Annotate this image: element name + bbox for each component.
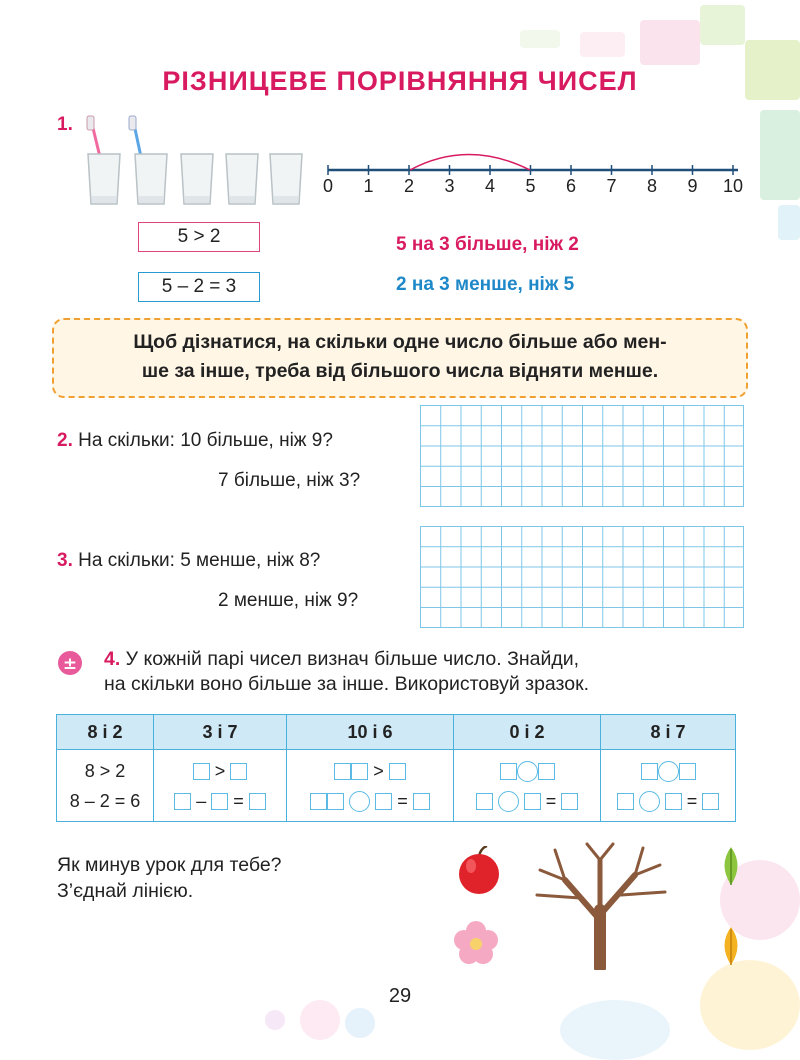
sample-cell <box>57 750 154 822</box>
answer-box[interactable] <box>476 793 493 810</box>
number-line-label: 7 <box>606 176 617 196</box>
answer-box[interactable] <box>193 763 210 780</box>
task2-question2: 7 більше, ніж 3? <box>218 470 361 491</box>
reflection-text <box>57 852 282 904</box>
task2-line1 <box>57 430 333 452</box>
more-statement: 5 на 3 більше, ніж 2 <box>396 234 579 255</box>
task2-number: 2. <box>57 430 73 451</box>
task4-table <box>56 714 736 822</box>
answer-box[interactable] <box>641 763 658 780</box>
answer-box[interactable] <box>327 793 344 810</box>
decor-square <box>700 5 745 45</box>
eq-sign: = <box>545 790 557 811</box>
eq-sign: = <box>397 790 408 811</box>
answer-circle[interactable] <box>349 791 370 812</box>
number-line-label: 8 <box>646 176 657 196</box>
task3-question1: На скільки: 5 менше, ніж 8? <box>72 550 321 571</box>
decor-square <box>778 205 800 240</box>
page-number: 29 <box>388 985 412 1007</box>
plus-minus-icon <box>57 650 83 676</box>
answer-circle[interactable] <box>498 791 519 812</box>
answer-circle[interactable] <box>517 761 538 782</box>
task1-number: 1. <box>57 114 73 135</box>
minus-sign: – <box>196 790 207 811</box>
table-header: 10 і 6 <box>287 715 454 750</box>
subtract-box: 5 – 2 = 3 <box>138 272 260 302</box>
answer-box[interactable] <box>538 763 555 780</box>
gt-sign: > <box>214 760 226 781</box>
gt-sign: > <box>373 760 384 781</box>
table-header: 8 і 7 <box>601 715 736 750</box>
decor-square <box>580 32 625 57</box>
answer-box[interactable] <box>561 793 578 810</box>
answer-cell <box>601 750 736 822</box>
answer-circle[interactable] <box>658 761 679 782</box>
eq-sign: = <box>686 790 698 811</box>
answer-box[interactable] <box>500 763 517 780</box>
decor-square <box>520 30 560 48</box>
task4-line1: У кожній парі чисел визнач більше число. Знайди, <box>120 648 580 670</box>
answer-cell <box>454 750 601 822</box>
answer-cell <box>154 750 287 822</box>
number-line-label: 6 <box>565 176 576 196</box>
number-line-label: 0 <box>322 176 333 196</box>
task2-question1: На скільки: 10 більше, ніж 9? <box>72 430 333 451</box>
answer-box[interactable] <box>389 763 406 780</box>
apple-icon[interactable] <box>455 846 503 896</box>
answer-box[interactable] <box>413 793 430 810</box>
rule-line1: Щоб дізнатися, на скільки одне число більше або мен- <box>133 331 667 353</box>
answer-box[interactable] <box>702 793 719 810</box>
answer-circle[interactable] <box>639 791 660 812</box>
decor-circle <box>265 1010 285 1030</box>
number-line-label: 1 <box>363 176 374 196</box>
answer-box[interactable] <box>351 763 368 780</box>
reflection-line2: З’єднай лінією. <box>57 880 194 902</box>
page-title: РІЗНИЦЕВЕ ПОРІВНЯННЯ ЧИСЕЛ <box>162 66 638 96</box>
answer-box[interactable] <box>334 763 351 780</box>
sample-compare: 8 > 2 <box>84 760 126 781</box>
table-header: 8 і 2 <box>57 715 154 750</box>
table-header: 3 і 7 <box>154 715 287 750</box>
number-line-label: 5 <box>525 176 536 196</box>
svg-text:±: ± <box>62 654 78 674</box>
task4-text <box>104 647 589 697</box>
rule-line2: ше за інше, треба від більшого числа відняти менше. <box>141 360 659 382</box>
answer-box[interactable] <box>375 793 392 810</box>
answer-box[interactable] <box>211 793 228 810</box>
less-statement: 2 на 3 менше, ніж 5 <box>396 274 575 295</box>
answer-box[interactable] <box>524 793 541 810</box>
task4-number: 4. <box>104 648 121 670</box>
task4-line2: на скільки воно більше за інше. Використовуй зразок. <box>104 673 590 695</box>
answer-box[interactable] <box>174 793 191 810</box>
answer-cell <box>287 750 454 822</box>
decor-square <box>760 110 800 200</box>
answer-box[interactable] <box>249 793 266 810</box>
task3-number: 3. <box>57 550 73 571</box>
answer-box[interactable] <box>679 763 696 780</box>
number-line-label: 9 <box>687 176 698 196</box>
sample-subtract: 8 – 2 = 6 <box>69 790 141 811</box>
task3-line1 <box>57 550 320 572</box>
answer-box[interactable] <box>665 793 682 810</box>
number-line-arc <box>410 155 530 171</box>
answer-box[interactable] <box>230 763 247 780</box>
table-header: 0 і 2 <box>454 715 601 750</box>
eq-sign: = <box>233 790 244 811</box>
flower-icon[interactable] <box>453 920 499 966</box>
number-line-label: 2 <box>403 176 414 196</box>
rule-box <box>52 318 748 398</box>
decor-circle <box>345 1008 375 1038</box>
task3-question2: 2 менше, ніж 9? <box>218 590 359 611</box>
answer-grid-task3[interactable] <box>420 526 744 628</box>
answer-grid-task2[interactable] <box>420 405 744 507</box>
tree-icon[interactable] <box>525 840 675 970</box>
compare-box: 5 > 2 <box>138 222 260 252</box>
glasses-illustration <box>80 112 320 212</box>
answer-box[interactable] <box>617 793 634 810</box>
number-line-label: 3 <box>444 176 455 196</box>
decor-square <box>640 20 700 65</box>
green-leaf-icon[interactable] <box>718 845 744 887</box>
number-line-labels <box>318 176 748 200</box>
number-line-label: 4 <box>484 176 495 196</box>
decor-circle <box>560 1000 670 1060</box>
number-line-label: 10 <box>722 176 744 196</box>
reflection-line1: Як минув урок для тебе? <box>57 854 282 876</box>
answer-box[interactable] <box>310 793 327 810</box>
yellow-leaf-icon[interactable] <box>718 925 744 967</box>
